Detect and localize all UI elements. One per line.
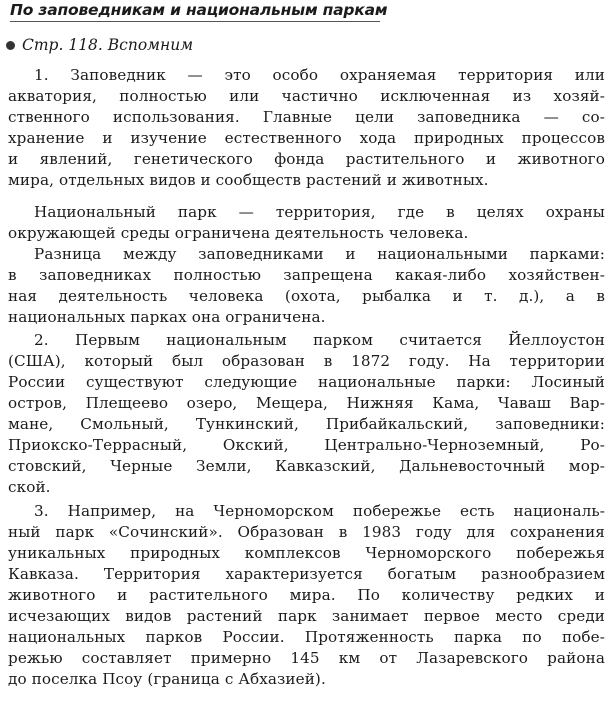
text-line: Приокско-Террасный, Окский, Центрально-Черноземный, Ро-: [8, 436, 605, 454]
page-title: По заповедникам и национальным паркам: [10, 1, 388, 19]
text-line: уникальных природных комплексов Черноморского побережья: [8, 544, 605, 562]
text-line: хранение и изучение естественного хода природных процессов: [8, 129, 605, 147]
text-line: 3. Например, на Черноморском побережье есть националь-: [34, 502, 605, 520]
section-label: [6, 35, 193, 55]
text-line: в заповедниках полностью запрещена какая-либо хозяйствен-: [8, 266, 605, 284]
text-line: исчезающих видов растений парк занимает первое место среди: [8, 607, 605, 625]
text-line: животного и растительного мира. По количеству редких и: [8, 586, 605, 604]
section-label-text: Стр. 118. Вспомним: [22, 36, 194, 54]
text-line: акватория, полностью или частично исключенная из хозяй-: [8, 87, 605, 105]
text-line: ный парк «Сочинский». Образован в 1983 году для сохранения: [8, 523, 605, 541]
text-line: 1. Заповедник — это особо охраняемая территория или: [34, 66, 605, 84]
text-line: России существуют следующие национальные парки: Лосиный: [8, 373, 605, 391]
text-line: до поселка Псоу (граница с Абхазией).: [8, 670, 326, 688]
text-line: окружающей среды ограничена деятельность человека.: [8, 224, 469, 242]
text-line: Кавказа. Территория характеризуется богатым разнообразием: [8, 565, 605, 583]
text-line: остров, Плещеево озеро, Мещера, Нижняя Кама, Чаваш Вар-: [8, 394, 605, 412]
text-line: Национальный парк — территория, где в целях охраны: [34, 203, 605, 221]
text-line: мира, отдельных видов и сообществ растений и животных.: [8, 171, 489, 189]
text-line: ная деятельность человека (охота, рыбалка и т. д.), а в: [8, 287, 605, 305]
text-line: Разница между заповедниками и национальными парками:: [34, 245, 605, 263]
text-line: (США), который был образован в 1872 году. На территории: [8, 352, 605, 370]
bullet-icon: [6, 41, 15, 50]
text-line: ской.: [8, 478, 51, 496]
text-line: режью составляет примерно 145 км от Лазаревского района: [8, 649, 605, 667]
text-line: ственного использования. Главные цели заповедника — со-: [8, 108, 605, 126]
text-line: национальных парков России. Протяженность парка по побе-: [8, 628, 605, 646]
text-line: стовский, Черные Земли, Кавказский, Дальневосточный мор-: [8, 457, 605, 475]
text-line: национальных парках она ограничена.: [8, 308, 326, 326]
text-line: и явлений, генетического фонда растительного и животного: [8, 150, 605, 168]
text-line: мане, Смольный, Тункинский, Прибайкальский, заповедники:: [8, 415, 605, 433]
text-line: 2. Первым национальным парком считается Йеллоустон: [34, 331, 605, 349]
title-underline: [10, 21, 380, 22]
